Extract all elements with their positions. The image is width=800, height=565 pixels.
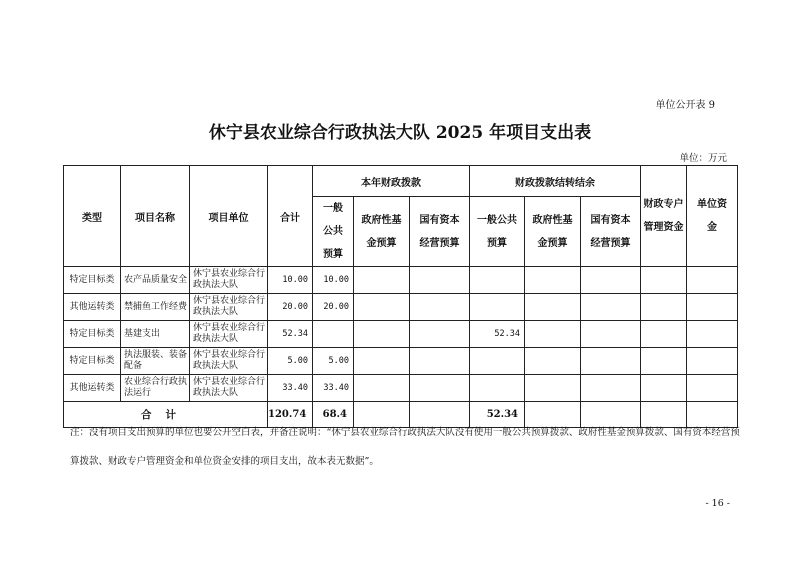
header-special-fund: 财政专户管理资金 xyxy=(641,166,687,267)
cell-carry-general xyxy=(470,348,525,375)
cell-carry-gov-fund xyxy=(525,321,581,348)
cell-unit-fund xyxy=(687,267,738,294)
cell-current-state-capital xyxy=(410,321,470,348)
cell-carry-gov-fund xyxy=(525,294,581,321)
cell-current-general xyxy=(313,321,354,348)
header-current-gov-fund: 政府性基金预算 xyxy=(354,197,410,267)
cell-carry-gov-fund xyxy=(525,375,581,402)
header-carry-state-capital: 国有资本经营预算 xyxy=(581,197,641,267)
cell-current-gov-fund xyxy=(354,294,410,321)
header-project-name: 项目名称 xyxy=(121,166,190,267)
cell-carry-gov-fund xyxy=(525,348,581,375)
cell-carry-general: 52.34 xyxy=(470,321,525,348)
table-row xyxy=(64,267,738,294)
totals-label: 合计 xyxy=(64,402,268,428)
cell-current-state-capital xyxy=(410,294,470,321)
cell-total: 33.40 xyxy=(268,375,313,402)
header-carryover: 财政拨款结转结余 xyxy=(470,166,641,197)
cell-carry-state-capital xyxy=(581,321,641,348)
page-title: 休宁县农业综合行政执法大队 2025 年项目支出表 xyxy=(208,123,592,143)
cell-type: 特定目标类 xyxy=(64,267,121,294)
cell-special-fund xyxy=(641,375,687,402)
header-current-year-allocation: 本年财政拨款 xyxy=(313,166,470,197)
cell-current-gov-fund xyxy=(354,321,410,348)
cell-carry-state-capital xyxy=(581,267,641,294)
cell-special-fund xyxy=(641,294,687,321)
page-number: - 16 - xyxy=(705,498,730,509)
cell-current-general: 20.00 xyxy=(313,294,354,321)
cell-project-unit: 休宁县农业综合行政执法大队 xyxy=(190,267,268,294)
cell-total: 5.00 xyxy=(268,348,313,375)
cell-carry-state-capital xyxy=(581,294,641,321)
cell-project-name: 基建支出 xyxy=(121,321,190,348)
table-row xyxy=(64,348,738,375)
cell-current-general: 10.00 xyxy=(313,267,354,294)
cell-unit-fund xyxy=(687,348,738,375)
cell-type: 其他运转类 xyxy=(64,294,121,321)
cell-project-unit: 休宁县农业综合行政执法大队 xyxy=(190,294,268,321)
cell-carry-gov-fund xyxy=(525,267,581,294)
cell-type: 特定目标类 xyxy=(64,321,121,348)
cell-current-gov-fund xyxy=(354,375,410,402)
cell-project-name: 农业综合行政执法运行 xyxy=(121,375,190,402)
cell-type: 特定目标类 xyxy=(64,348,121,375)
cell-unit-fund xyxy=(687,375,738,402)
cell-carry-general xyxy=(470,267,525,294)
header-type: 类型 xyxy=(64,166,121,267)
cell-total: 52.34 xyxy=(268,321,313,348)
cell-total: 20.00 xyxy=(268,294,313,321)
cell-project-unit: 休宁县农业综合行政执法大队 xyxy=(190,321,268,348)
unit-label: 单位：万元 xyxy=(679,153,727,164)
header-project-unit: 项目单位 xyxy=(190,166,268,267)
cell-carry-state-capital xyxy=(581,375,641,402)
cell-project-name: 禁捕鱼工作经费 xyxy=(121,294,190,321)
header-carry-general: 一般公共预算 xyxy=(470,197,525,267)
table-number-label: 单位公开表 9 xyxy=(655,100,715,111)
cell-total: 10.00 xyxy=(268,267,313,294)
header-total: 合计 xyxy=(268,166,313,267)
cell-current-general: 33.40 xyxy=(313,375,354,402)
totals-total: 120.74 xyxy=(268,402,313,428)
table-row xyxy=(64,321,738,348)
cell-type: 其他运转类 xyxy=(64,375,121,402)
cell-current-state-capital xyxy=(410,267,470,294)
footnote: 注：没有项目支出预算的单位也要公开空白表，并备注说明：“休宁县农业综合行政执法大队没有使用一般公共预算拨款、政府性基金预算拨款、国有资本经营预算拨款、财政专户管理资金和单位资金安排的项目支出，故本表无数据”。 xyxy=(70,427,740,467)
cell-current-state-capital xyxy=(410,375,470,402)
totals-current-general: 68.4 xyxy=(313,402,354,428)
header-carry-gov-fund: 政府性基金预算 xyxy=(525,197,581,267)
cell-current-state-capital xyxy=(410,348,470,375)
table-row xyxy=(64,294,738,321)
totals-carry-general: 52.34 xyxy=(470,402,525,428)
cell-special-fund xyxy=(641,348,687,375)
cell-special-fund xyxy=(641,267,687,294)
cell-carry-general xyxy=(470,375,525,402)
cell-project-unit: 休宁县农业综合行政执法大队 xyxy=(190,375,268,402)
project-expenditure-table xyxy=(63,165,738,428)
cell-unit-fund xyxy=(687,321,738,348)
cell-current-gov-fund xyxy=(354,348,410,375)
header-unit-fund: 单位资金 xyxy=(687,166,738,267)
cell-unit-fund xyxy=(687,294,738,321)
cell-project-name: 农产品质量安全 xyxy=(121,267,190,294)
table-row xyxy=(64,375,738,402)
cell-current-general: 5.00 xyxy=(313,348,354,375)
cell-carry-state-capital xyxy=(581,348,641,375)
cell-carry-general xyxy=(470,294,525,321)
cell-project-name: 执法服装、装备配备 xyxy=(121,348,190,375)
header-current-state-capital: 国有资本经营预算 xyxy=(410,197,470,267)
cell-special-fund xyxy=(641,321,687,348)
header-current-general: 一般公共预算 xyxy=(313,197,354,267)
cell-project-unit: 休宁县农业综合行政执法大队 xyxy=(190,348,268,375)
cell-current-gov-fund xyxy=(354,267,410,294)
